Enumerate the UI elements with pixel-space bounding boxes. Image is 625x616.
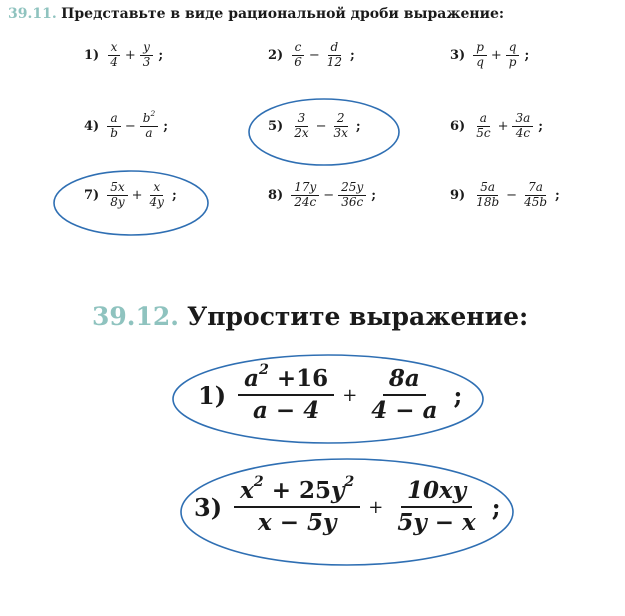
fraction: $\frac{25y}{36c}$ <box>338 181 366 210</box>
fraction: $\frac{5x}{8y}$ <box>107 181 127 210</box>
fraction: $\frac{b^2}{a}$ <box>140 112 158 141</box>
problem-number: 39.11. <box>8 6 57 22</box>
circle-mark-exercise-5 <box>249 99 399 165</box>
fraction: $\frac{a}{b}$ <box>107 112 121 141</box>
fraction: $\frac{p}{q}$ <box>473 41 487 70</box>
exercise-1: 1) $\frac{x}{4}$ + $\frac{y}{3}$ ; <box>84 40 164 69</box>
exercise-2: 2) $\frac{c}{6}$ − $\frac{d}{12}$ ; <box>268 40 355 69</box>
fraction: $\frac{17y}{24c}$ <box>291 181 319 210</box>
fraction: $\frac{5a}{18b}$ <box>476 180 500 209</box>
circle-mark-exercise-12-3 <box>181 459 513 565</box>
fraction: $\frac{y}{3}$ <box>140 41 154 70</box>
exercise-5: 5) $\frac{3}{2x}$ − $\frac{2}{3x}$ ; <box>268 111 361 140</box>
exercise-9: 9) $\frac{5a}{18b}$ − $\frac{7a}{45b}$ ; <box>450 180 560 209</box>
exercise-7: 7) $\frac{5x}{8y}$ + $\frac{x}{4y}$ ; <box>84 180 177 209</box>
exercise-3: 3) $\frac{p}{q}$ + $\frac{q}{p}$ ; <box>450 40 530 69</box>
problem-title: Представьте в виде рациональной дроби выражение: <box>61 6 505 22</box>
exercise-8: 8) $\frac{17y}{24c}$ − $\frac{25y}{36c}$ ; <box>268 180 377 209</box>
fraction: $\frac{8a}{4 - a}$ <box>371 365 438 425</box>
fraction: $\frac{a}{5c}$ <box>476 111 491 140</box>
circle-mark-exercise-12-1 <box>173 355 483 443</box>
fraction: $\frac{c}{6}$ <box>291 41 305 70</box>
fraction: $\frac{10xy}{5y - x}$ <box>397 477 476 537</box>
exercise-4: 4) $\frac{a}{b}$ − $\frac{b^2}{a}$ ; <box>84 109 169 140</box>
fraction: $\frac{2}{3x}$ <box>333 111 348 140</box>
fraction: $\frac{3a}{4c}$ <box>512 112 533 141</box>
fraction: $\frac{7a}{45b}$ <box>524 180 548 209</box>
problem-number: 39.12. <box>92 302 179 331</box>
fraction: $\frac{3}{2x}$ <box>294 111 309 140</box>
exercise-6: 6) $\frac{a}{5c}$ + $\frac{3a}{4c}$ ; <box>450 111 544 140</box>
exercise-12-3: 3) $\frac{x^2 + 25y^2}{x - 5y}$ + $\frac{10xy}{5y - x}$ ; <box>194 476 501 539</box>
fraction: $\frac{d}{12}$ <box>326 40 343 69</box>
fraction: $\frac{x^2 + 25y^2}{x - 5y}$ <box>234 476 360 539</box>
fraction: $\frac{x}{4}$ <box>107 41 121 70</box>
problem-title: Упростите выражение: <box>186 302 529 331</box>
circle-mark-exercise-7 <box>54 171 208 235</box>
fraction: $\frac{a^2 +16}{a - 4}$ <box>238 364 334 427</box>
fraction: $\frac{x}{4y}$ <box>149 180 164 209</box>
exercise-12-1: 1) $\frac{a^2 +16}{a - 4}$ + $\frac{8a}{4 - a}$ ; <box>198 364 462 427</box>
fraction: $\frac{q}{p}$ <box>506 41 520 70</box>
